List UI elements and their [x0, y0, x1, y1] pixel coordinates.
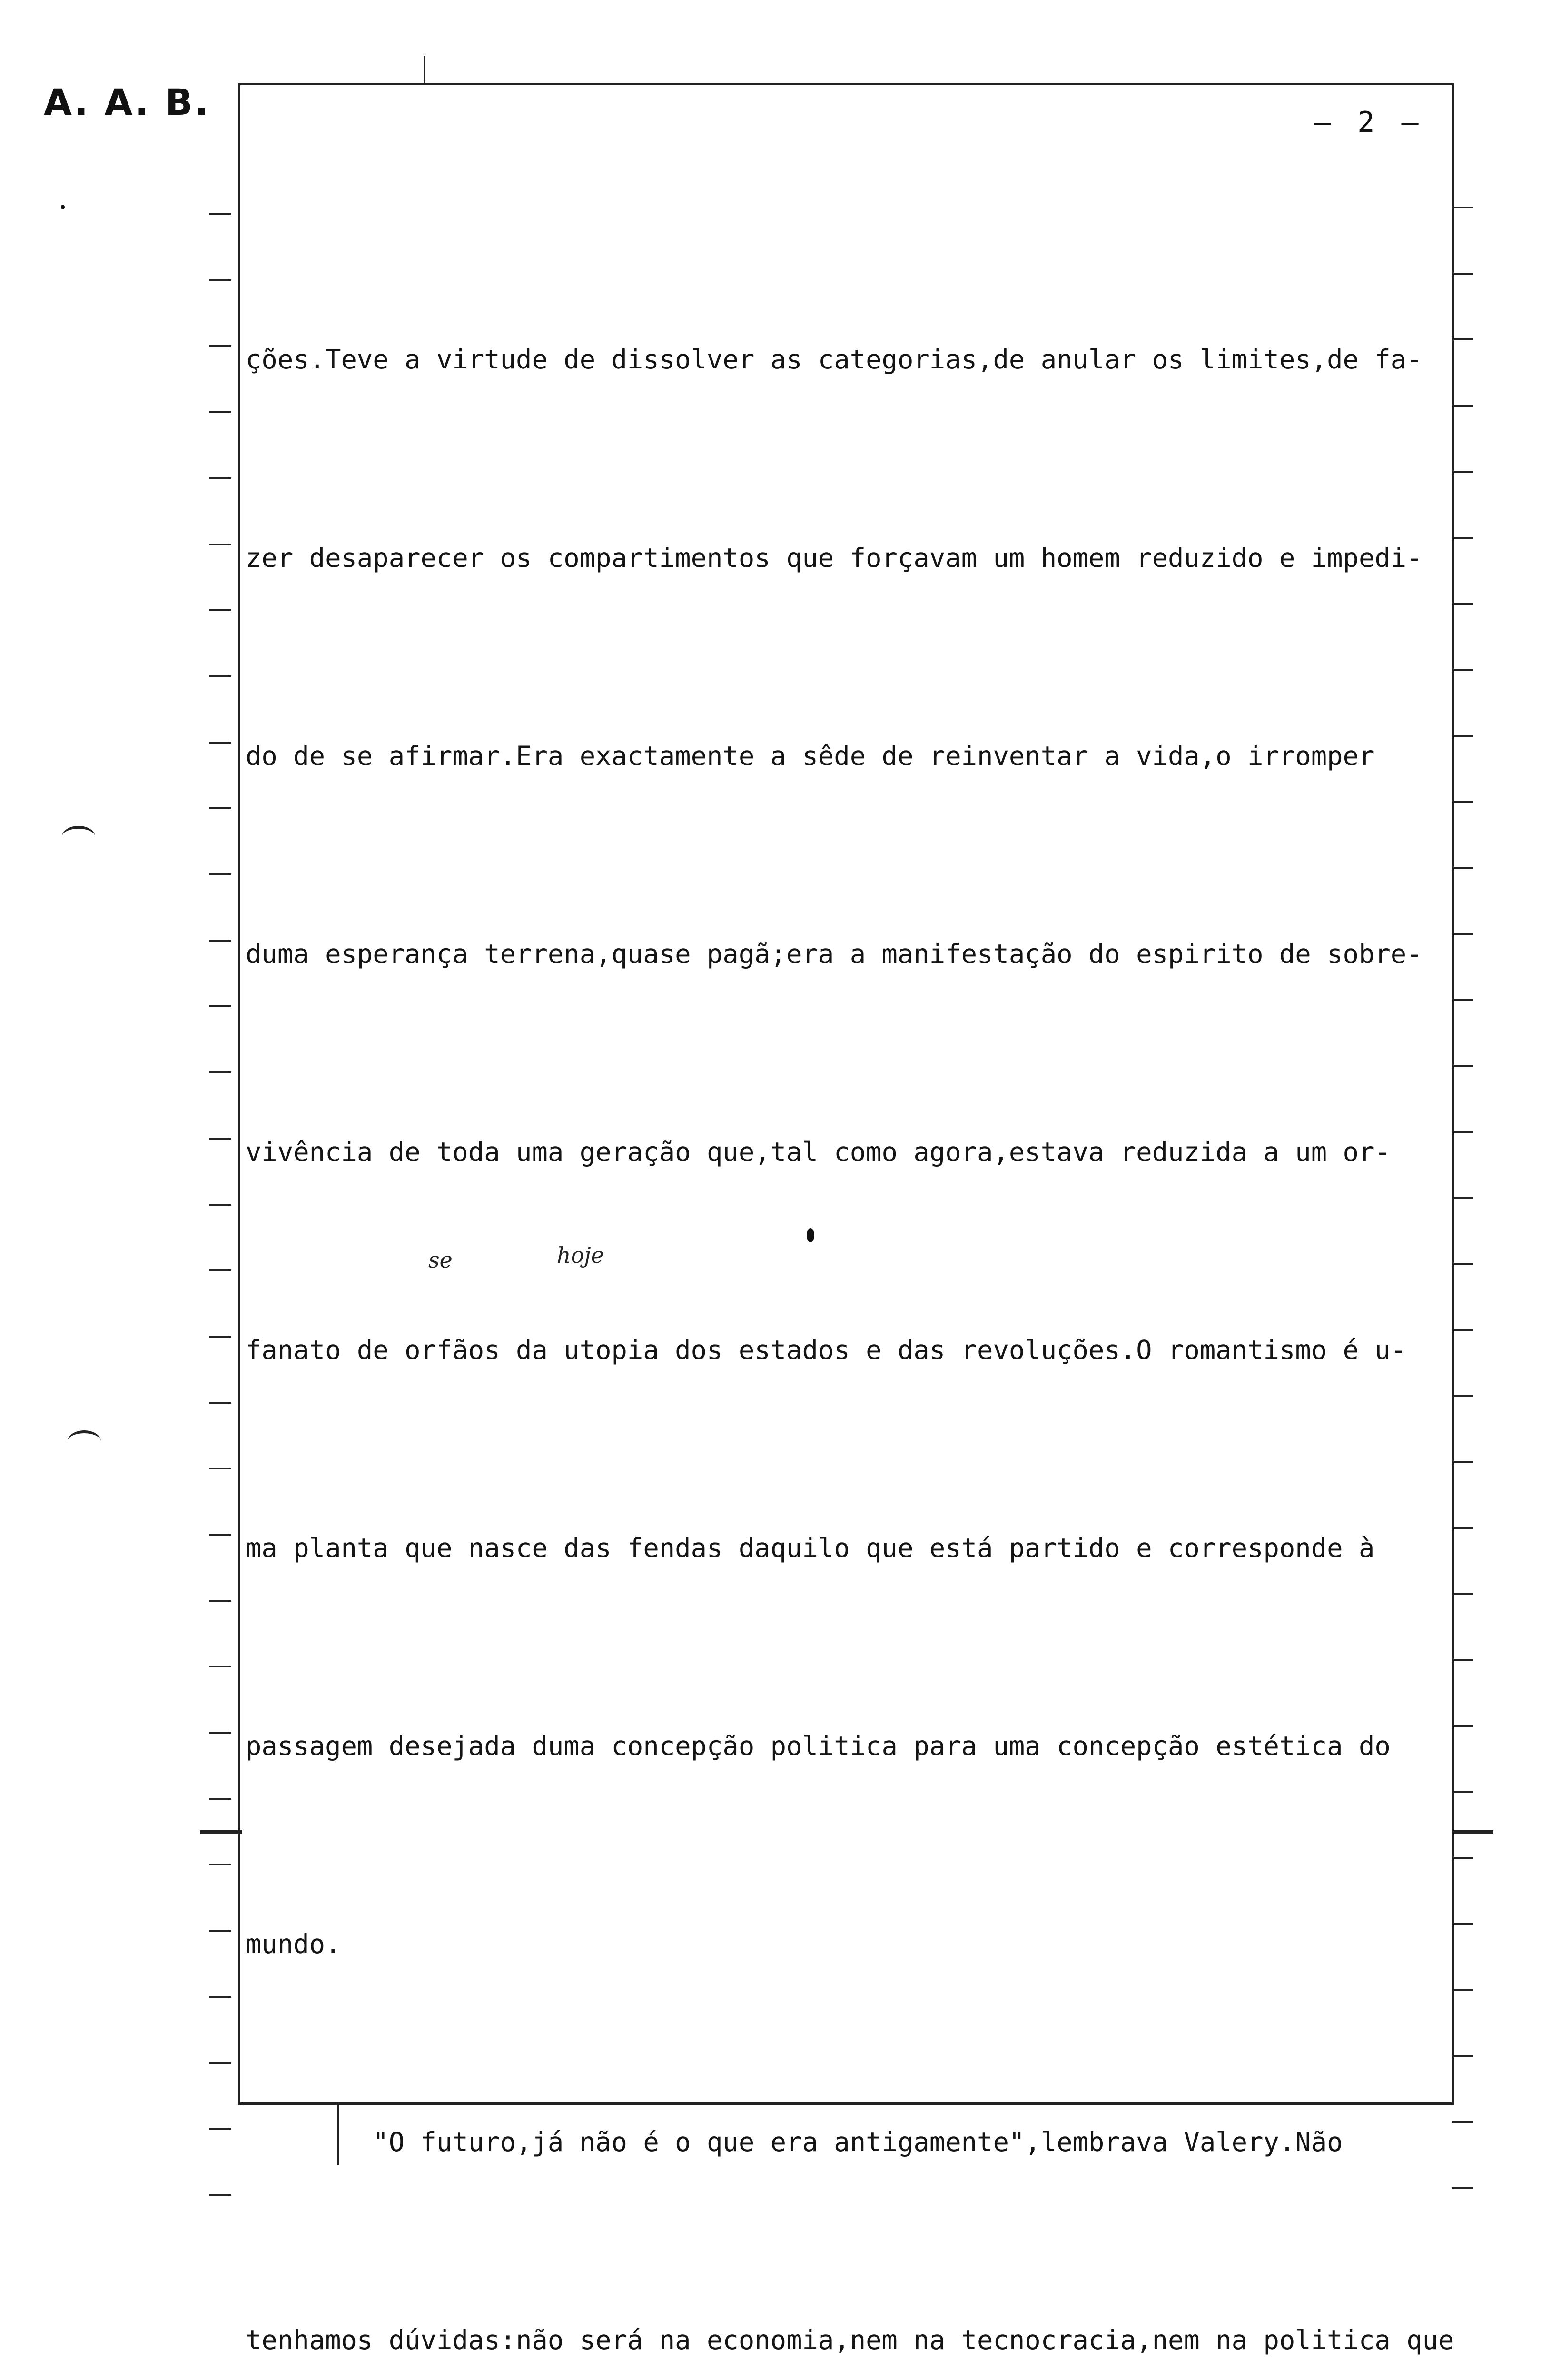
- margin-dash: [209, 742, 231, 744]
- margin-dash: [1452, 867, 1473, 869]
- margin-dash: [209, 411, 231, 413]
- margin-arc-mark: [68, 1430, 101, 1452]
- margin-dash: [1452, 1725, 1473, 1727]
- header-initials: A. A. B.: [44, 81, 210, 123]
- margin-dash: [1452, 735, 1473, 737]
- margin-dash: [209, 1138, 231, 1140]
- margin-dash: [209, 213, 231, 215]
- margin-dash: [1452, 2187, 1473, 2189]
- margin-dash: [1452, 207, 1473, 208]
- margin-dash: [1452, 2055, 1473, 2057]
- text-line: tenhamos dúvidas:não será na economia,nem na tecnocracia,nem na politica que: [246, 2325, 1454, 2356]
- margin-dash: [209, 1798, 231, 1800]
- handwritten-note-se: se: [428, 1247, 453, 1273]
- margin-dash: [1452, 1263, 1473, 1265]
- margin-dash: [209, 1269, 231, 1271]
- margin-dash: [209, 1005, 231, 1007]
- margin-dash: [1452, 669, 1473, 671]
- margin-dash: [1452, 999, 1473, 1001]
- margin-dash: [209, 1468, 231, 1469]
- margin-dash: [209, 1402, 231, 1404]
- page-number: — 2 —: [1314, 106, 1423, 139]
- margin-dash: [209, 940, 231, 942]
- margin-dash: [1452, 1527, 1473, 1529]
- margin-dash: [209, 1732, 231, 1734]
- text-line: zer desaparecer os compartimentos que forçavam um homem reduzido e impedi-: [246, 542, 1423, 574]
- text-line: "O futuro,já não é o que era antigamente",lembrava Valery.Não: [246, 2127, 1343, 2158]
- margin-dash: [209, 1071, 231, 1073]
- text-line: vivência de toda uma geração que,tal como agora,estava reduzida a um or-: [246, 1136, 1391, 1168]
- margin-dash: [209, 477, 231, 479]
- margin-dash-heavy: [1452, 1830, 1493, 1834]
- text-line: ma planta que nasce das fendas daquilo que está partido e corresponde à: [246, 1532, 1375, 1564]
- margin-dash: [1452, 1065, 1473, 1067]
- margin-dash: [209, 2062, 231, 2064]
- margin-dash: [209, 807, 231, 809]
- margin-dash: [1452, 1131, 1473, 1133]
- margin-dash: [1452, 405, 1473, 407]
- margin-dash: [209, 1534, 231, 1536]
- margin-dash: [209, 1666, 231, 1667]
- margin-dash: [1452, 1329, 1473, 1331]
- margin-dash: [209, 544, 231, 545]
- margin-dash: [1452, 1791, 1473, 1793]
- text-line: passagem desejada duma concepção politica para uma concepção estética do: [246, 1731, 1391, 1762]
- margin-dash: [209, 873, 231, 875]
- margin-dash: [1452, 1923, 1473, 1925]
- margin-dash: [1452, 1593, 1473, 1595]
- margin-dash: [209, 1864, 231, 1865]
- margin-dash: [1452, 933, 1473, 935]
- margin-speck: [61, 205, 65, 209]
- margin-dash: [209, 2128, 231, 2130]
- margin-dash: [209, 1336, 231, 1338]
- typed-body-text: [246, 195, 1454, 2380]
- margin-dash: [1452, 338, 1473, 340]
- margin-dash: [209, 279, 231, 281]
- margin-dash: [209, 1600, 231, 1602]
- margin-dash: [1452, 537, 1473, 539]
- margin-dash: [1452, 1461, 1473, 1463]
- margin-dash: [209, 1996, 231, 1998]
- top-tick-mark: [424, 56, 425, 85]
- margin-dash: [209, 609, 231, 611]
- margin-dash: [209, 675, 231, 677]
- margin-dash: [1452, 1857, 1473, 1859]
- margin-dash: [1452, 471, 1473, 473]
- margin-dash: [1452, 273, 1473, 275]
- margin-dash-heavy: [200, 1830, 242, 1834]
- text-line: duma esperança terrena,quase pagã;era a manifestação do espirito de sobre-: [246, 938, 1423, 970]
- margin-dash: [209, 345, 231, 347]
- text-line: fanato de orfãos da utopia dos estados e das revoluções.O romantismo é u-: [246, 1334, 1407, 1366]
- text-line: do de se afirmar.Era exactamente a sêde de reinventar a vida,o irromper: [246, 740, 1375, 772]
- text-line: mundo.: [246, 1929, 341, 1960]
- margin-dash: [1452, 1197, 1473, 1199]
- margin-dash: [1452, 801, 1473, 803]
- margin-dash: [1452, 603, 1473, 605]
- margin-dash: [1452, 2121, 1473, 2123]
- margin-arc-mark: [62, 826, 95, 848]
- margin-dash: [209, 2194, 231, 2196]
- margin-dash: [1452, 1989, 1473, 1991]
- margin-dash: [209, 1930, 231, 1932]
- margin-dash: [209, 1204, 231, 1206]
- text-line: ções.Teve a virtude de dissolver as categorias,de anular os limites,de fa-: [246, 344, 1423, 376]
- handwritten-note-hoje: hoje: [557, 1242, 604, 1268]
- margin-dash: [1452, 1659, 1473, 1661]
- margin-dash: [1452, 1395, 1473, 1397]
